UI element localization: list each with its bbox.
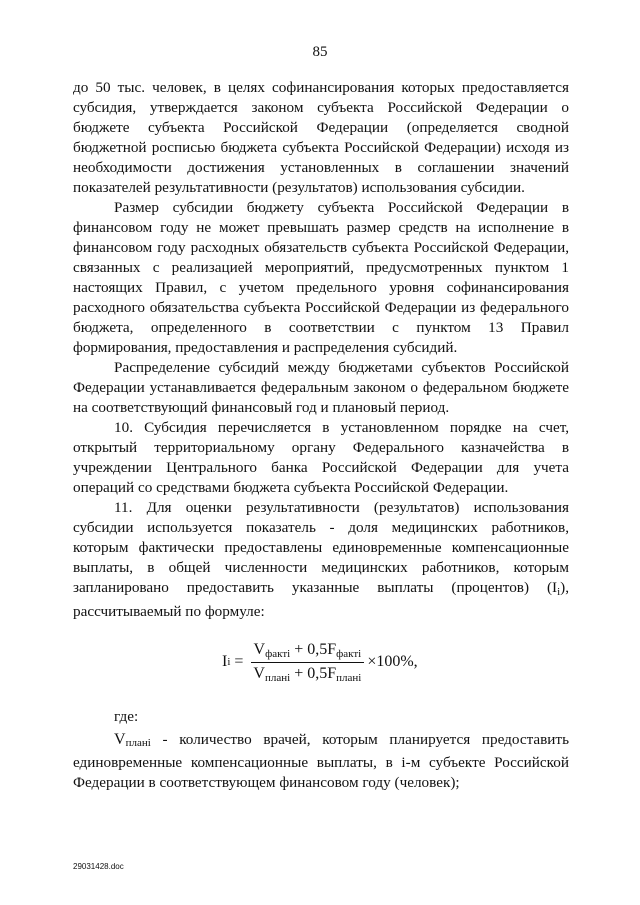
- definition-paragraph: [73, 730, 569, 793]
- definition-symbol: [114, 731, 151, 748]
- numerator-v-subscript: фактi: [265, 647, 291, 660]
- paragraph-1: до 50 тыс. человек, в целях софинансирования которых предоставляется субсидия, утверждается законом субъекта Российской Федерации о бюджете субъекта Российской Федерации (определяется сводной бюджетной росписью бюджета субъекта Российской Федерации) исходя из необходимости достижения установленных в соглашении значений показателей результативности (результатов) использования субсидии.: [73, 79, 569, 196]
- formula-lhs-subscript: i: [227, 656, 231, 668]
- paragraph-4: 10. Субсидия перечисляется в установленном порядке на счет, открытый территориальному органу Федерального казначейства в учреждении Центрального банка Российской Федерации для учета операций со средствами бюджета субъекта Российской Федерации.: [73, 419, 569, 496]
- formula-multiplier: ×100%,: [367, 653, 418, 670]
- denominator-v: V: [253, 664, 265, 682]
- numerator-plus-f: + 0,5F: [290, 640, 337, 658]
- denominator-plus-f: + 0,5F: [290, 664, 337, 682]
- paragraph-3: Распределение субсидий между бюджетами субъектов Российской Федерации устанавливается федеральным законом о федеральном бюджете на соответствующий финансовый год и плановый период.: [73, 359, 569, 416]
- denominator-v-subscript: планi: [264, 671, 291, 684]
- formula-numerator: [251, 641, 365, 663]
- formula-denominator: [250, 663, 364, 684]
- definition-text: - количество врачей, которым планируется предоставить единовременные компенсационные выплаты, в i-м субъекте Российской Федерации в соответствующем финансовом году (человек);: [73, 731, 569, 791]
- definition-symbol-subscript: планi: [125, 737, 151, 749]
- paragraph-5: [73, 498, 569, 622]
- paragraph-2: Размер субсидии бюджету субъекта Российской Федерации в финансовом году не может превышать размер средств на исполнение в финансовом году расходных обязательств субъекта Российской Федерации, связанных с реализацией мероприятий, предусмотренных пунктом 1 настоящих Правил, с учетом предельного уровня софинансирования расходного обязательства субъекта Российской Федерации из федерального бюджета, определенного в соответствии с пунктом 13 Правил формирования, предоставления и распределения субсидий.: [73, 199, 569, 356]
- numerator-v: V: [253, 640, 266, 658]
- definition-symbol-letter: V: [114, 731, 126, 748]
- variable-definition: [73, 730, 569, 793]
- formula: [222, 636, 418, 688]
- paragraph-5-text: 11. Для оценки результативности (результатов) использования субсидии используется показатель - доля медицинских работников, которым фактически предоставлены единовременные компенсационные выплаты, в общей численности медицинских работников, которым запланировано предоставить указанные выплаты (процентов) (I: [73, 499, 569, 596]
- formula-equals: =: [234, 653, 244, 670]
- page-number: 85: [312, 44, 328, 60]
- formula-lhs: I: [222, 653, 228, 670]
- paragraph-5-tail: ), рассчитываемый по формуле:: [73, 579, 569, 620]
- body-text: [73, 78, 569, 622]
- numerator-f-subscript: фактi: [336, 647, 362, 660]
- footer-filename: 29031428.doc: [73, 862, 124, 871]
- paragraph-5-subscript: i: [557, 586, 561, 598]
- where-label: где:: [114, 708, 139, 725]
- formula-fraction: [250, 641, 364, 684]
- denominator-f-subscript: планi: [336, 671, 362, 684]
